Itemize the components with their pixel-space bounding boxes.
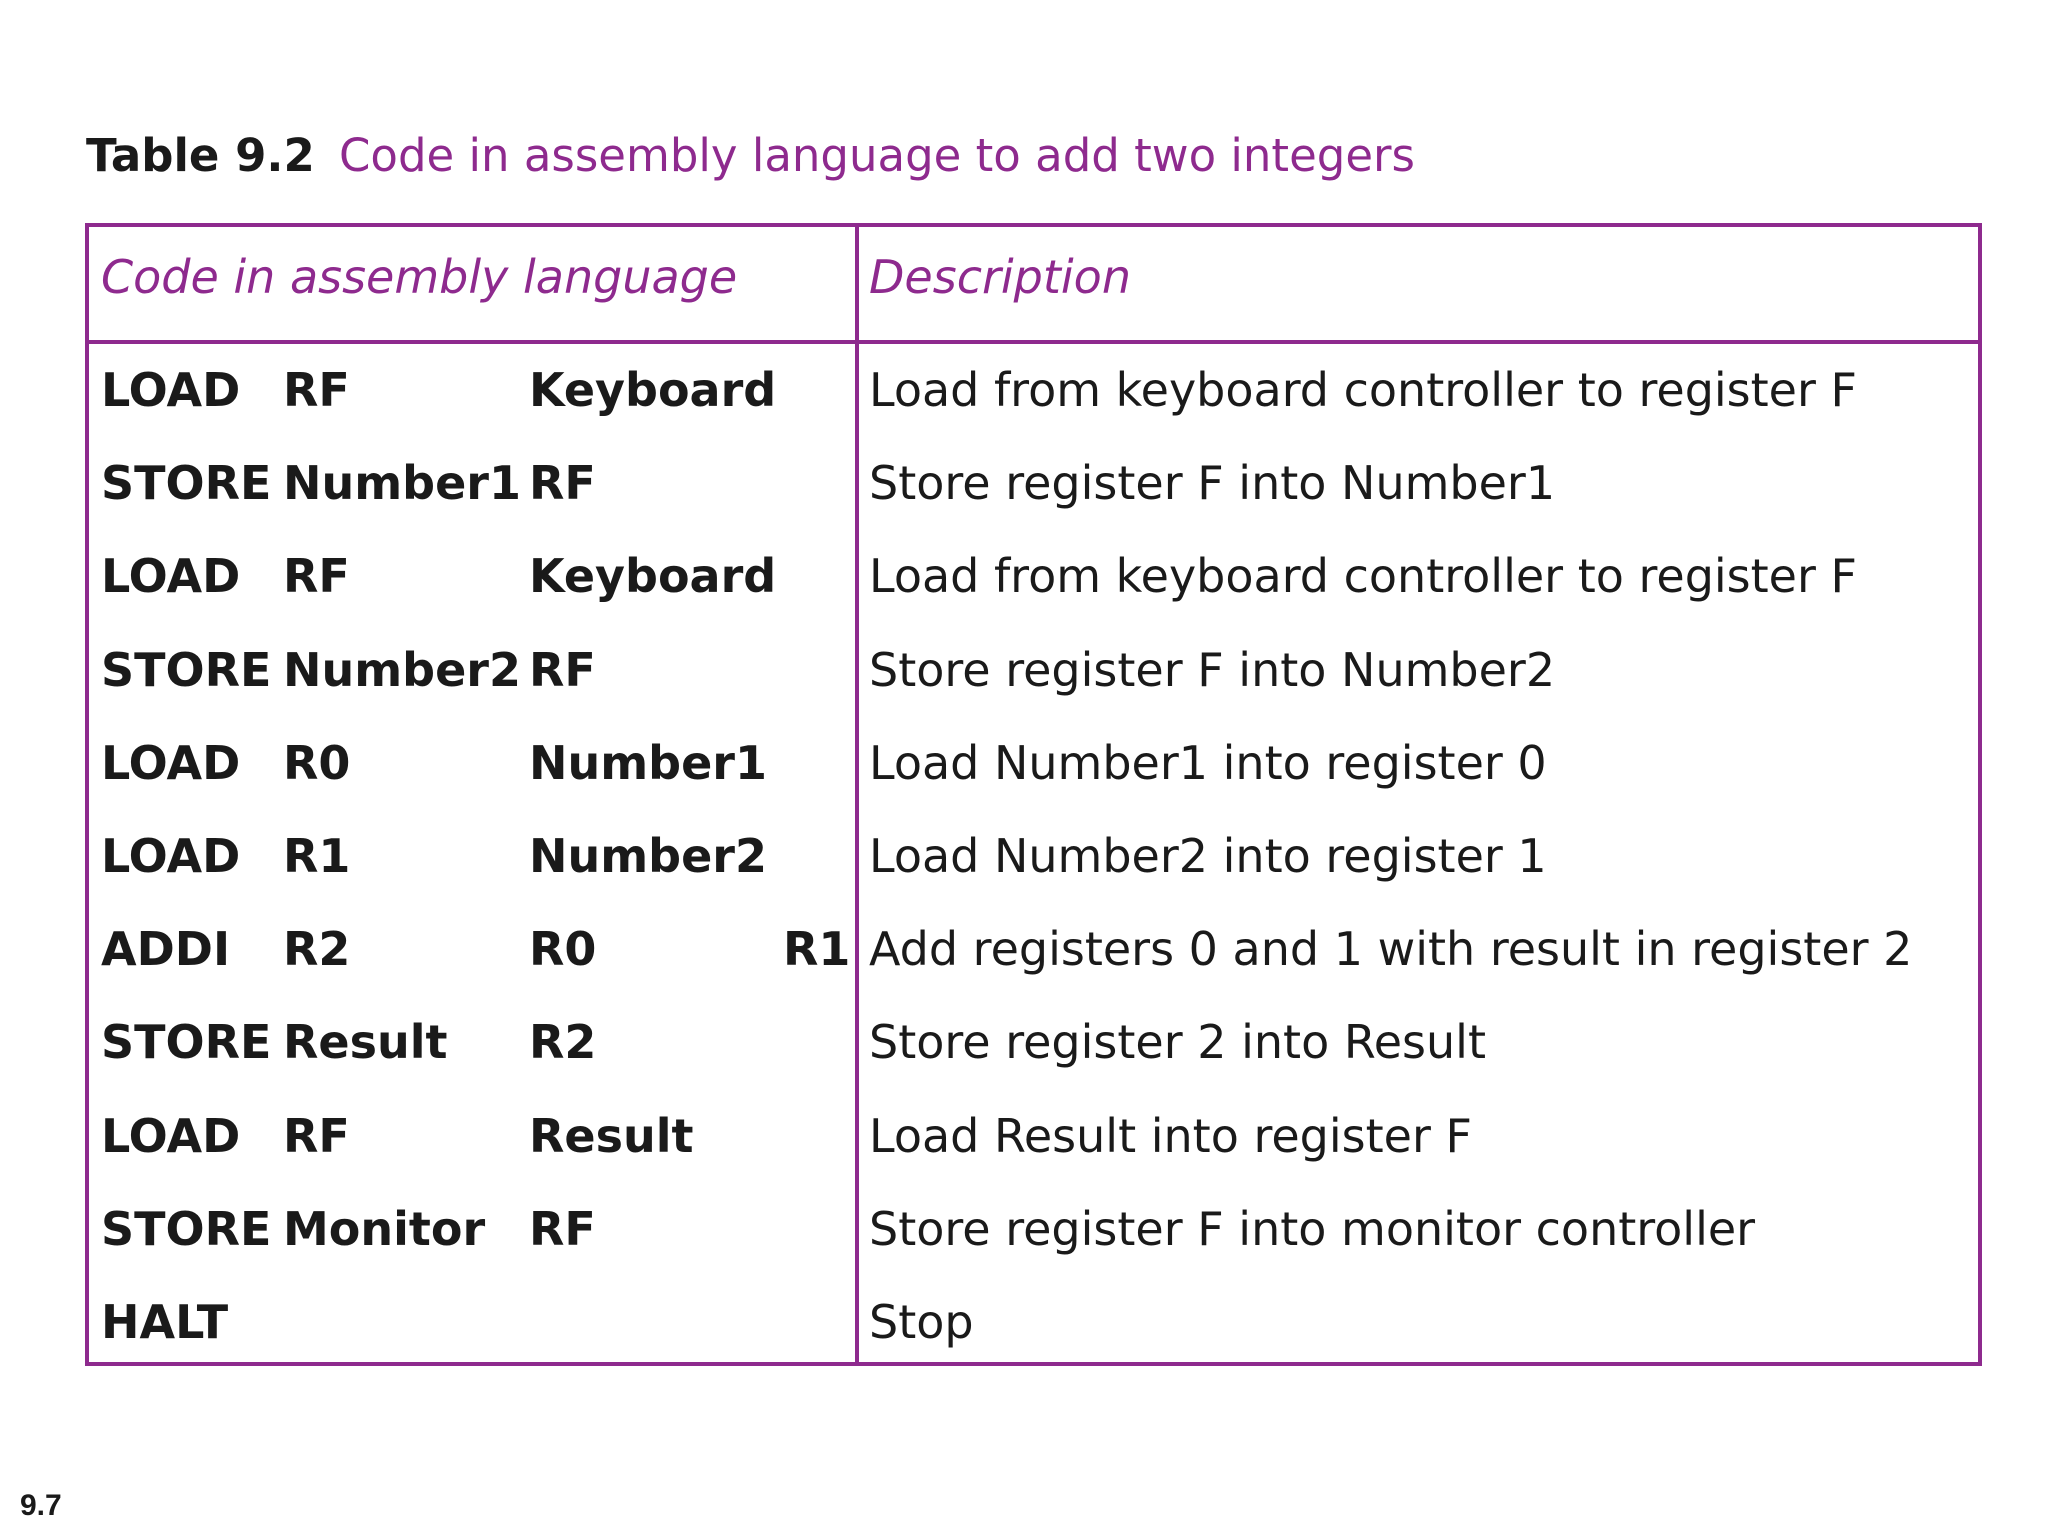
table-row — [89, 1183, 1978, 1276]
page-number: 9.7 — [20, 1489, 62, 1522]
row-operand-2: Keyboard — [529, 549, 777, 604]
row-operand-1: R0 — [283, 735, 351, 790]
row-description: Store register 2 into Result — [869, 1015, 1486, 1070]
row-opcode: LOAD — [101, 1108, 241, 1163]
row-operand-2: Number1 — [529, 735, 767, 790]
row-opcode: STORE — [101, 1201, 272, 1256]
table-row — [89, 1090, 1978, 1183]
row-description: Load Number1 into register 0 — [869, 735, 1547, 790]
header-description: Description — [869, 250, 1131, 304]
table-row — [89, 344, 1978, 437]
table-caption — [86, 124, 1415, 188]
row-opcode: LOAD — [101, 363, 241, 417]
row-description: Load from keyboard controller to register F — [869, 363, 1857, 417]
row-description: Store register F into Number2 — [869, 642, 1556, 697]
row-operand-2: RF — [529, 642, 596, 697]
table-row — [89, 996, 1978, 1089]
row-description: Load Number2 into register 1 — [869, 828, 1547, 883]
row-operand-2: Result — [529, 1108, 694, 1163]
row-description: Load Result into register F — [869, 1108, 1472, 1163]
row-operand-2: Number2 — [529, 828, 767, 883]
row-opcode: LOAD — [101, 828, 241, 883]
row-operand-1: Result — [283, 1015, 448, 1070]
row-description: Store register F into monitor controller — [869, 1201, 1756, 1256]
row-operand-3: R1 — [783, 922, 851, 977]
row-operand-2: R2 — [529, 1015, 597, 1070]
row-operand-1: RF — [283, 1108, 350, 1163]
table-body — [89, 344, 1978, 1369]
row-operand-1: RF — [283, 363, 350, 417]
row-operand-1: RF — [283, 549, 350, 604]
table-row — [89, 530, 1978, 623]
row-opcode: ADDI — [101, 922, 231, 977]
row-operand-1: Monitor — [283, 1201, 486, 1256]
row-opcode: HALT — [101, 1294, 229, 1349]
table-caption-label: Table 9.2 — [86, 129, 315, 182]
table-row — [89, 903, 1978, 996]
row-operand-1: Number2 — [283, 642, 521, 697]
row-operand-2: R0 — [529, 922, 597, 977]
row-opcode: STORE — [101, 456, 272, 511]
row-operand-2: RF — [529, 1201, 596, 1256]
table-row — [89, 810, 1978, 903]
row-description: Store register F into Number1 — [869, 456, 1556, 511]
row-operand-1: Number1 — [283, 456, 521, 511]
row-operand-2: RF — [529, 456, 596, 511]
header-code: Code in assembly language — [101, 250, 738, 304]
table-row — [89, 624, 1978, 717]
assembly-code-table — [85, 223, 1982, 1366]
row-opcode: STORE — [101, 642, 272, 697]
row-description: Load from keyboard controller to register F — [869, 549, 1857, 604]
row-operand-1: R2 — [283, 922, 351, 977]
row-opcode: LOAD — [101, 735, 241, 790]
table-row — [89, 1276, 1978, 1369]
table-row — [89, 437, 1978, 530]
row-operand-2: Keyboard — [529, 363, 777, 417]
row-operand-1: R1 — [283, 828, 351, 883]
table-row — [89, 717, 1978, 810]
row-opcode: LOAD — [101, 549, 241, 604]
row-opcode: STORE — [101, 1015, 272, 1070]
row-description: Stop — [869, 1294, 974, 1349]
table-caption-title: Code in assembly language to add two integers — [339, 129, 1415, 182]
row-description: Add registers 0 and 1 with result in register 2 — [869, 922, 1913, 977]
